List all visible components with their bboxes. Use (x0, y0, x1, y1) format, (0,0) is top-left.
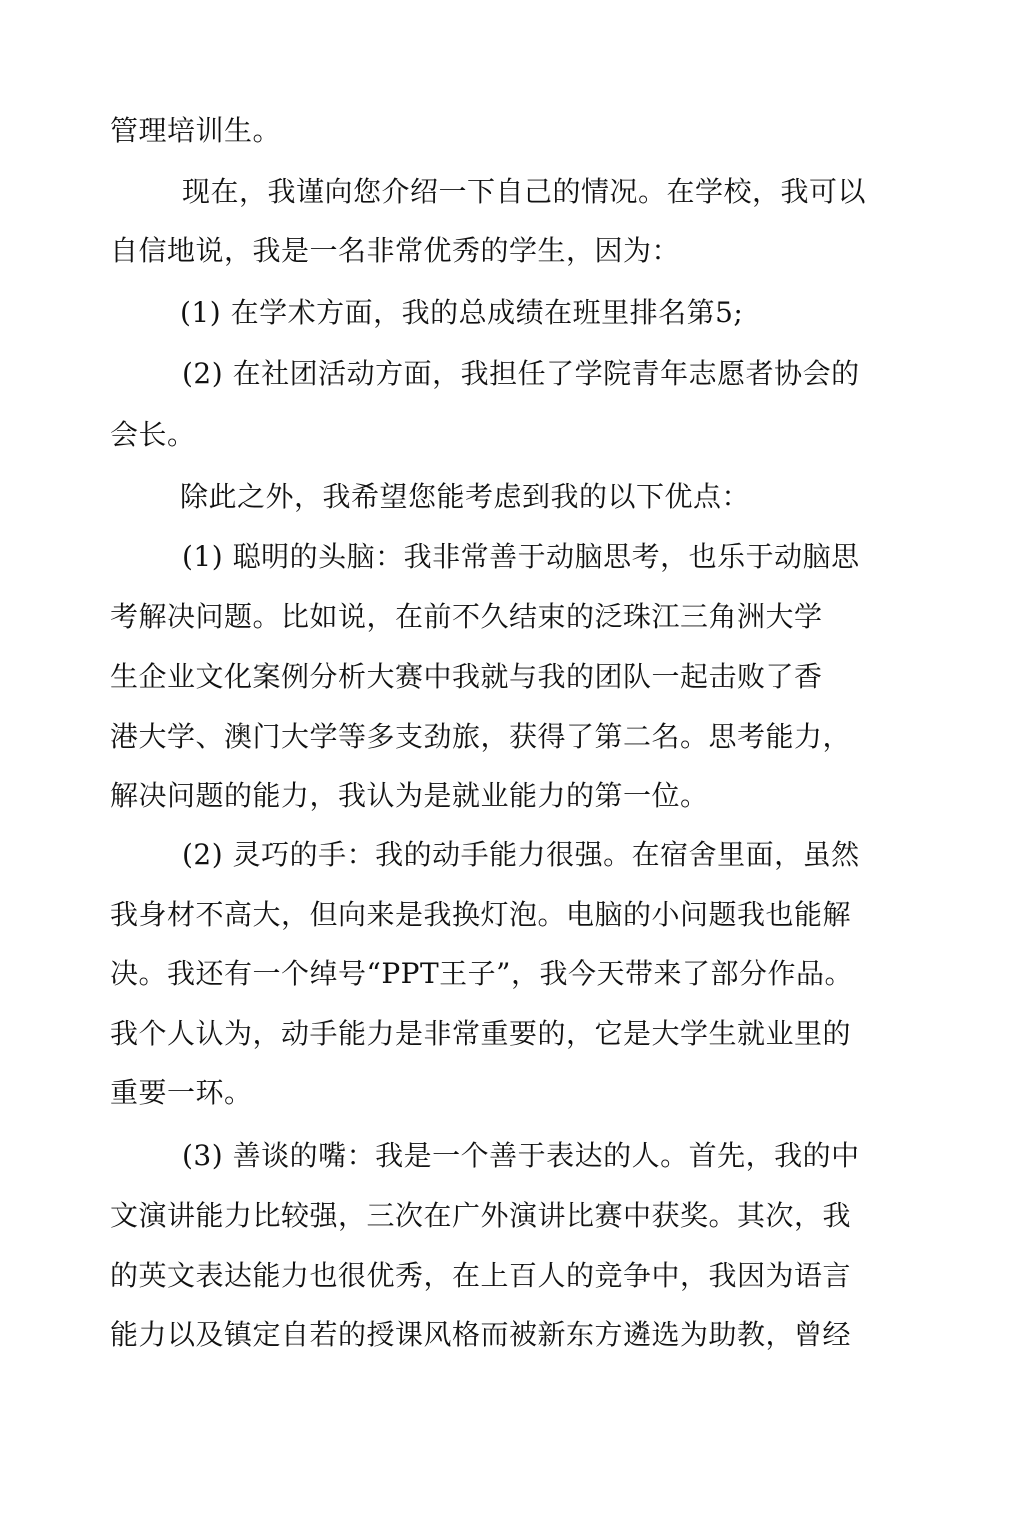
text-line: 的英文表达能力也很优秀，在上百人的竞争中，我因为语言 (110, 1259, 852, 1292)
text-line: 我身材不高大，但向来是我换灯泡。电脑的小问题我也能解 (110, 898, 852, 931)
text-line: 文演讲能力比较强，三次在广外演讲比赛中获奖。其次，我 (110, 1199, 852, 1232)
text-line: 港大学、澳门大学等多支劲旅，获得了第二名。思考能力， (110, 720, 852, 753)
text-line: (3) 善谈的嘴：我是一个善于表达的人。首先，我的中 (182, 1139, 860, 1172)
text-line: 重要一环。 (110, 1076, 253, 1109)
text-line: 除此之外，我希望您能考虑到我的以下优点： (180, 480, 751, 513)
text-line: 我个人认为，动手能力是非常重要的，它是大学生就业里的 (110, 1017, 852, 1050)
text-line: 自信地说，我是一名非常优秀的学生，因为： (110, 234, 681, 267)
text-line: 现在，我谨向您介绍一下自己的情况。在学校，我可以 (182, 175, 867, 208)
text-line: 决。我还有一个绰号“PPT王子”，我今天带来了部分作品。 (110, 957, 853, 990)
text-line: (1) 聪明的头脑：我非常善于动脑思考，也乐于动脑思 (182, 540, 860, 573)
text-line: (1) 在学术方面，我的总成绩在班里排名第5; (180, 296, 744, 329)
text-line: 生企业文化案例分析大赛中我就与我的团队一起击败了香 (110, 660, 823, 693)
text-line: 会长。 (110, 418, 196, 451)
text-line: (2) 在社团活动方面，我担任了学院青年志愿者协会的 (182, 357, 860, 390)
text-line: (2) 灵巧的手：我的动手能力很强。在宿舍里面，虽然 (182, 838, 860, 871)
text-line: 能力以及镇定自若的授课风格而被新东方遴选为助教，曾经 (110, 1318, 852, 1351)
text-line: 考解决问题。比如说，在前不久结束的泛珠江三角洲大学 (110, 600, 823, 633)
text-line: 管理培训生。 (110, 114, 282, 147)
text-line: 解决问题的能力，我认为是就业能力的第一位。 (110, 779, 709, 812)
